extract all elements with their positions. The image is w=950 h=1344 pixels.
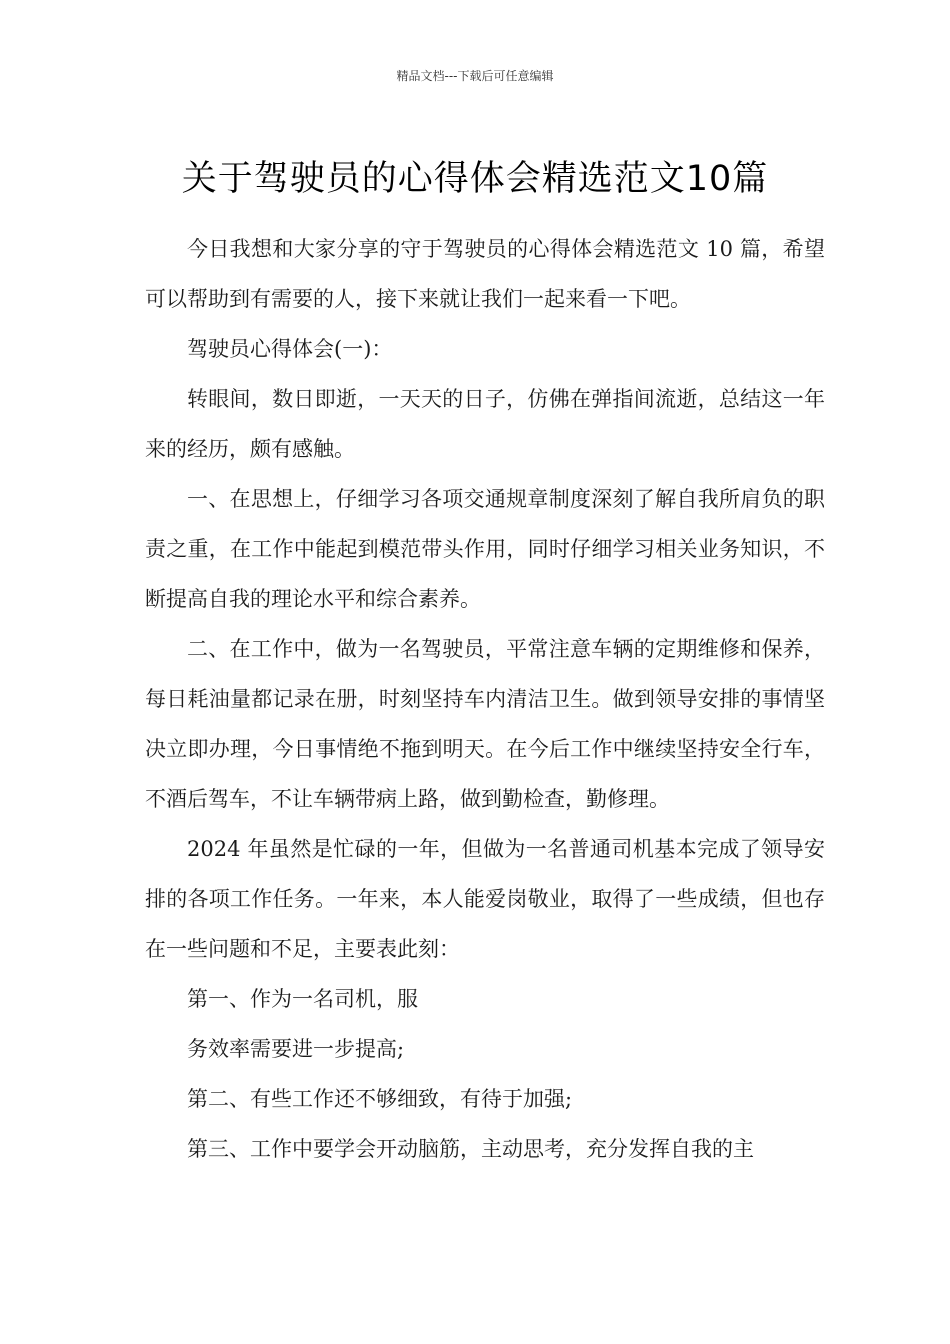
paragraph: 转眼间，数日即逝，一天天的日子，仿佛在弹指间流逝，总结这一年来的经历，颇有感触。 [145, 387, 825, 461]
paragraph: 第三、工作中要学会开动脑筋，主动思考，充分发挥自我的主 [187, 1137, 754, 1161]
paragraph: 务效率需要进一步提高; [187, 1037, 405, 1061]
paragraph: 第一、作为一名司机，服 [187, 987, 418, 1011]
paragraph: 一、在思想上，仔细学习各项交通规章制度深刻了解自我所肩负的职责之重，在工作中能起到模范带头作用，同时仔细学习相关业务知识，不断提高自我的理论水平和综合素养。 [145, 487, 825, 611]
paragraph-section-heading: 驾驶员心得体会(一)： [187, 337, 393, 361]
paragraph: 2024 年虽然是忙碌的一年，但做为一名普通司机基本完成了领导安排的各项工作任务。一年来，本人能爱岗敬业，取得了一些成绩，但也存在一些问题和不足，主要表此刻： [145, 837, 825, 961]
paragraph-intro: 今日我想和大家分享的守于驾驶员的心得体会精选范文 10 篇，希望可以帮助到有需要的人，接下来就让我们一起来看一下吧。 [145, 237, 825, 311]
paragraph: 二、在工作中，做为一名驾驶员，平常注意车辆的定期维修和保养，每日耗油量都记录在册，时刻坚持车内清洁卫生。做到领导安排的事情坚决立即办理，今日事情绝不拖到明天。在今后工作中继续坚持安全行车，不酒后驾车，不让车辆带病上路，做到勤检查，勤修理。 [145, 637, 825, 811]
header-note: 精品文档---下载后可任意编辑 [396, 69, 554, 83]
document-body [145, 224, 825, 1174]
paragraph: 第二、有些工作还不够细致，有待于加强; [187, 1087, 573, 1111]
document-title: 关于驾驶员的心得体会精选范文10篇 [181, 159, 769, 200]
